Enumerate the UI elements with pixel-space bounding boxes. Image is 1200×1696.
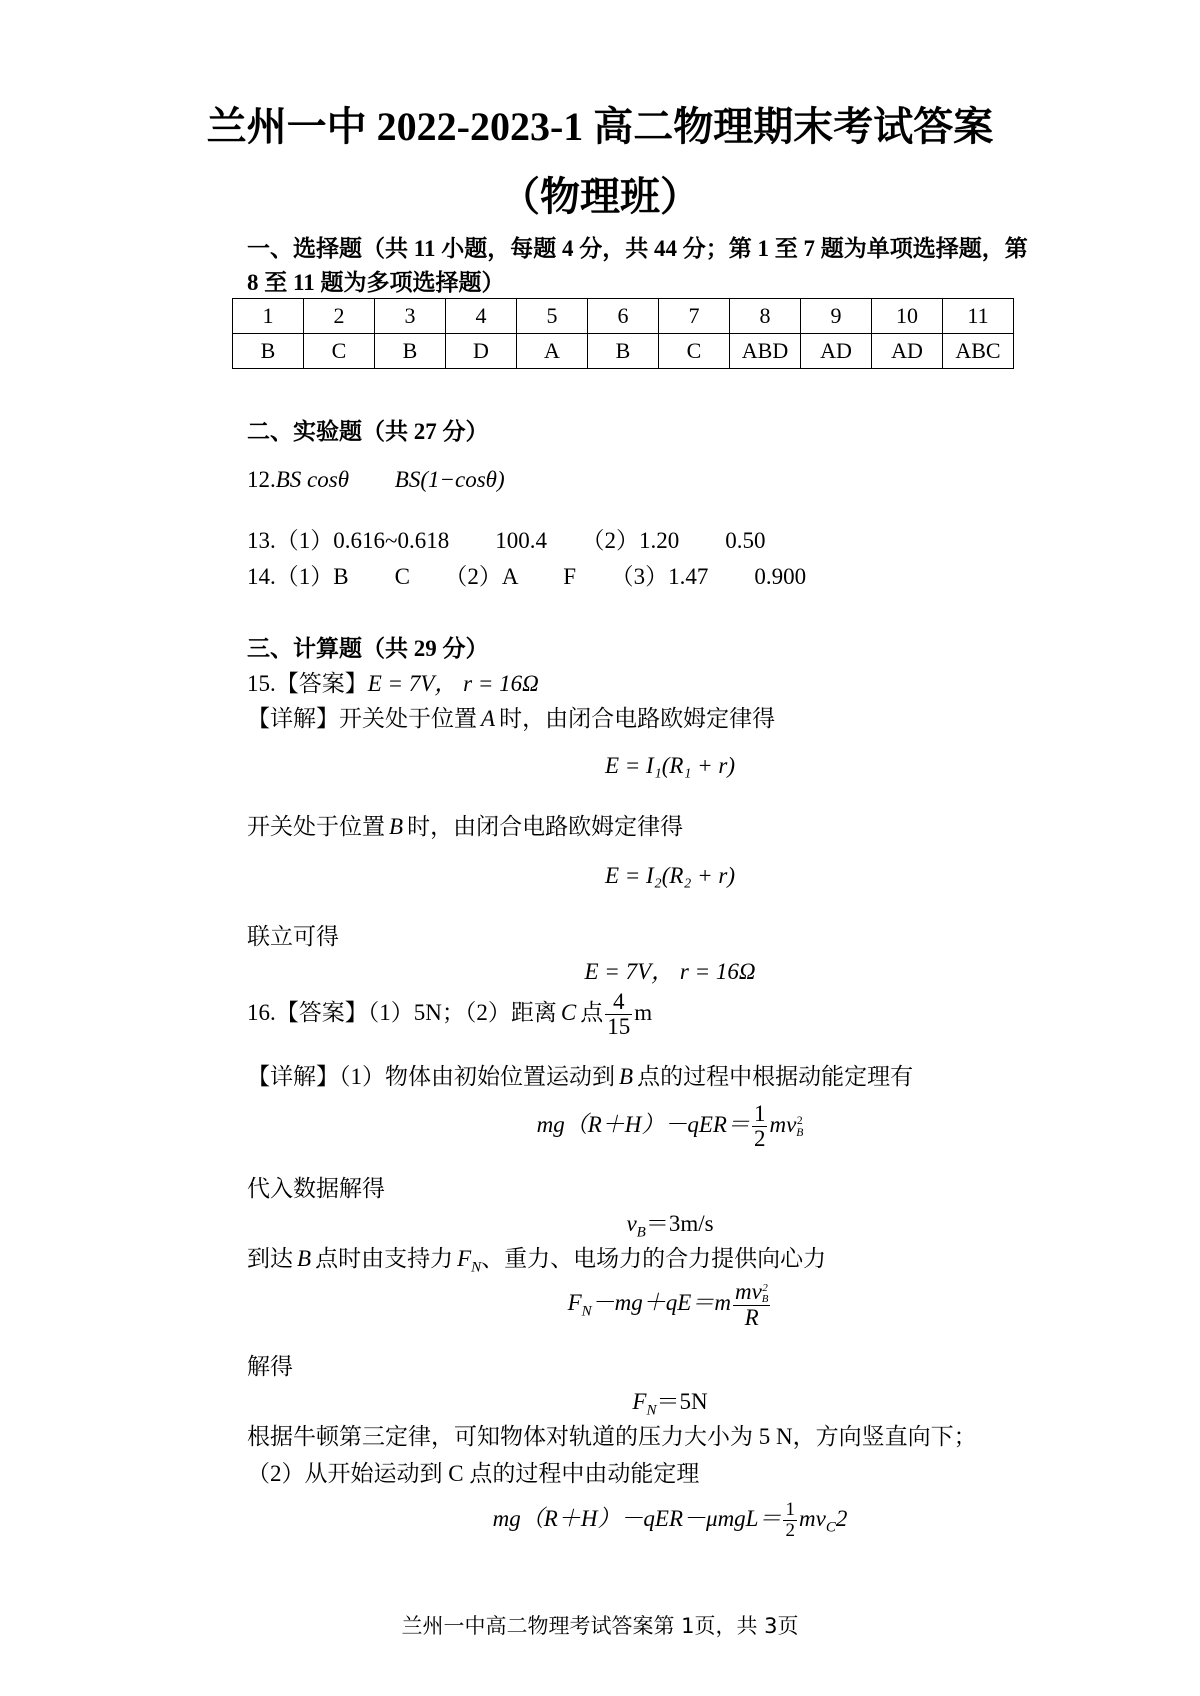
answer-table-number-cell: 7 [659, 299, 730, 334]
q16-eq5-left: mg（R＋H）－qER－μmgL＝ [492, 1506, 782, 1531]
page-subtitle: （物理班） [500, 174, 700, 219]
q16-line2: 代入数据解得 [247, 1176, 385, 1201]
q15-equation-3: E = 7V， r = 16Ω [584, 959, 756, 984]
answer-table-number-cell: 11 [943, 299, 1014, 334]
answer-table-number-row [233, 299, 1014, 334]
q16-detail-line1 [247, 1058, 913, 1091]
q16-unit: m [634, 999, 653, 1025]
q16-eq1-sup: 2 [796, 1113, 803, 1127]
q15-detail-text-b: 时，由闭合电路欧姆定律得 [499, 706, 776, 731]
q16-eq1-half-num: 1 [753, 1101, 766, 1126]
answer-table-answer-cell: AD [801, 334, 872, 369]
answer-table-answer-cell: AD [872, 334, 943, 369]
answer-table [232, 298, 1014, 369]
q16-eq4-sub: N [646, 1402, 657, 1419]
q12-number: 12. [247, 467, 276, 492]
q16-eq5-sub: C [825, 1519, 836, 1536]
q16-eq1-sub: B [796, 1125, 804, 1139]
page-title: 兰州一中 2022-2023-1 高二物理期末考试答案 [206, 104, 994, 149]
answer-table-number-cell: 5 [517, 299, 588, 334]
q16-equation-3 [0, 1280, 1200, 1330]
q16-equation-1 [0, 1102, 1200, 1151]
q15-line3: 联立可得 [247, 924, 339, 949]
q16-eq1-right: mv [769, 1111, 797, 1137]
answer-table-answer-cell: D [446, 334, 517, 369]
q12-answer-2: BS(1−cosθ) [394, 467, 505, 492]
q16-line5: 根据牛顿第三定律，可知物体对轨道的压力大小为 5 N，方向竖直向下； [247, 1424, 977, 1449]
q15-detail-line1 [247, 700, 775, 733]
answer-table-answer-cell: ABC [943, 334, 1014, 369]
q16-var-b: B [619, 1064, 634, 1089]
q16-eq3-v: mv [734, 1279, 762, 1304]
q16-answer-label: 16.【答案】 [247, 999, 368, 1025]
q16-eq1-half-den: 2 [753, 1126, 766, 1152]
section-3-header: 三、计算题（共 29 分） [247, 636, 489, 661]
q16-distance-fraction [605, 990, 632, 1039]
q16-equation-2 [0, 1205, 1200, 1242]
q16-eq2-v: v [626, 1211, 637, 1236]
q16-equation-5 [0, 1500, 1200, 1541]
q16-eq4-f: F [632, 1389, 647, 1414]
q15-answer-value: E = 7V， r = 16Ω [367, 671, 539, 696]
q15-detail-text: 开关处于位置 [339, 706, 477, 731]
q16-line3-fn-sub: N [471, 1259, 482, 1276]
q16-eq1-left: mg（R＋H）－qER＝ [536, 1111, 750, 1137]
q16-line3 [247, 1240, 826, 1277]
q16-eq3-mid: －mg＋qE＝m [591, 1290, 731, 1316]
q16-line3-fn: F [457, 1246, 472, 1271]
q16-answer [247, 990, 652, 1039]
q16-eq5-tail: 2 [835, 1506, 848, 1531]
answer-table-answer-cell: C [304, 334, 375, 369]
q16-eq3-den: R [744, 1304, 759, 1330]
q16-eq5-half-num: 1 [785, 1499, 795, 1521]
page-footer: 兰州一中高二物理考试答案第 1页，共 3页 [401, 1614, 799, 1638]
q16-eq1-half [752, 1102, 768, 1151]
q16-line3-var-b: B [297, 1246, 312, 1271]
answer-table-answer-cell: B [588, 334, 659, 369]
answer-table-answer-cell: A [517, 334, 588, 369]
answer-table-answer-cell: B [233, 334, 304, 369]
q16-eq2-rest: ＝3m/s [645, 1211, 714, 1236]
answer-table-answer-cell: B [375, 334, 446, 369]
q15-line2-text-b: 时，由闭合电路欧姆定律得 [407, 814, 684, 839]
q16-eq2-sub: B [636, 1224, 646, 1241]
q15-equation-2: E = I₂(R₂ + r) [604, 863, 736, 888]
q16-detail-a: （1）物体由初始位置运动到 [339, 1064, 615, 1089]
section-1-header: 一、选择题（共 11 小题，每题 4 分，共 44 分；第 1 至 7 题为单项选择题，第 [247, 236, 1028, 261]
q16-line6: （2）从开始运动到 C 点的过程中由动能定理 [247, 1461, 700, 1486]
answer-table-number-cell: 4 [446, 299, 517, 334]
q16-eq3-frac-num [733, 1280, 770, 1306]
q15-var-b: B [389, 814, 404, 839]
q16-eq4-rest: ＝5N [656, 1389, 708, 1414]
q15-answer [247, 665, 539, 698]
q16-var-c: C [560, 999, 577, 1025]
answer-table-number-cell: 10 [872, 299, 943, 334]
q16-eq3-f: F [567, 1290, 582, 1316]
q16-answer-a: （1）5N；（2）距离 [367, 999, 557, 1025]
q14-answer: 14.（1）B C （2）A F （3）1.47 0.900 [247, 564, 807, 589]
q16-detail-label: 【详解】 [247, 1064, 339, 1089]
section-1-header-cont: 8 至 11 题为多项选择题） [247, 270, 505, 295]
q16-line4: 解得 [247, 1354, 293, 1379]
q16-eq3-sup: 2 [762, 1281, 768, 1294]
q16-equation-4 [0, 1383, 1200, 1420]
answer-table-answer-cell: ABD [730, 334, 801, 369]
answer-table-number-cell: 9 [801, 299, 872, 334]
q16-answer-b: 点 [580, 999, 604, 1025]
q15-detail-label: 【详解】 [247, 706, 339, 731]
q15-equation-1: E = I₁(R₁ + r) [604, 753, 736, 778]
q16-eq3-fraction [733, 1280, 770, 1330]
q12-answer-1: BS cosθ [275, 467, 350, 492]
q16-eq5-half [783, 1500, 797, 1541]
q15-answer-label: 15.【答案】 [247, 671, 368, 696]
answer-table-number-cell: 3 [375, 299, 446, 334]
q16-line3-c: 、重力、电场力的合力提供向心力 [481, 1246, 827, 1271]
q16-line3-a: 到达 [247, 1246, 293, 1271]
q16-frac-num: 4 [605, 990, 632, 1015]
answer-table-number-cell: 2 [304, 299, 375, 334]
q15-var-a: A [481, 706, 496, 731]
answer-table-number-cell: 8 [730, 299, 801, 334]
q16-frac-den: 15 [607, 1014, 631, 1040]
q16-eq5-right: mv [798, 1506, 826, 1531]
q16-eq5-half-den: 2 [785, 1520, 795, 1542]
q16-detail-b: 点的过程中根据动能定理有 [637, 1064, 914, 1089]
q15-line2 [247, 808, 683, 841]
q12-answer [247, 467, 505, 493]
answer-table-number-cell: 1 [233, 299, 304, 334]
q15-line2-text: 开关处于位置 [247, 814, 385, 839]
section-2-header: 二、实验题（共 27 分） [247, 419, 489, 444]
answer-table-number-cell: 6 [588, 299, 659, 334]
answer-table-answer-cell: C [659, 334, 730, 369]
answer-table-answer-row [233, 334, 1014, 369]
q13-answer: 13.（1）0.616~0.618 100.4 （2）1.20 0.50 [247, 528, 766, 553]
q16-line3-b: 点时由支持力 [315, 1246, 454, 1271]
q16-eq3-vsub: B [761, 1292, 769, 1305]
q16-eq3-sub: N [581, 1303, 592, 1320]
